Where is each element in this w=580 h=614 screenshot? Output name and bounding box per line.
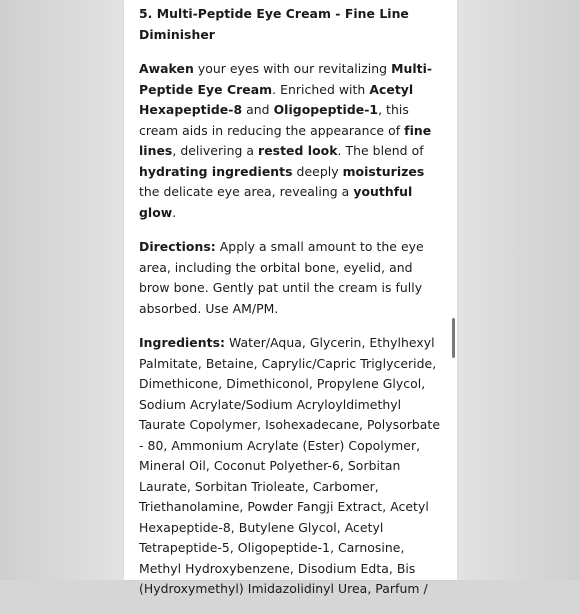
description-segment: Awaken [139, 61, 194, 76]
description-segment: and [242, 102, 274, 117]
ingredients-label: Ingredients: [139, 335, 226, 350]
directions-label: Directions: [139, 239, 216, 254]
description-segment: your eyes with our revitalizing [193, 61, 392, 76]
directions-text: Apply a small amount to the eye area, including the orbital bone, eyelid, and brow bone. Gently pat until the cream is fully absorbed. Use AM/PM. [139, 239, 424, 316]
description-segment: hydrating ingredients [139, 163, 293, 179]
description-content [139, 4, 444, 614]
description-segment: , delivering a [172, 143, 259, 158]
description-segment: fine lines [139, 122, 432, 158]
description-segment: deeply [292, 163, 343, 179]
description-segment: youthful glow [139, 184, 413, 220]
scrollbar-thumb[interactable] [452, 318, 455, 358]
description-segment: . The blend of [337, 143, 424, 158]
description-segment: . Enriched with [272, 81, 370, 97]
product-title: 5. Multi-Peptide Eye Cream - Fine Line Diminisher [139, 6, 409, 42]
description-segment: , this cream aids in reducing the appearance of [139, 102, 409, 138]
description-segment: Oligopeptide-1 [273, 102, 379, 117]
description-segment: Acetyl Hexapeptide-8 [139, 81, 414, 117]
description-segment: Multi-Peptide Eye Cream [139, 61, 433, 97]
description-segment: the delicate eye area, revealing a [139, 184, 354, 199]
listing-description-panel [124, 0, 457, 596]
product-description [139, 59, 444, 223]
description-segment: . [172, 204, 177, 220]
description-segment: moisturizes [342, 163, 425, 179]
ingredients-text: Water/Aqua, Glycerin, Ethylhexyl Palmitate, Betaine, Caprylic/Capric Triglyceride, Dimethicone, Dimethiconol, Propylene Glycol, Sodium Acrylate/Sodium Acryloyldimethyl Taurate Copolymer, Isohexadecane, Polysorbate - 80, Ammonium Acrylate (Ester) Copolymer, Mineral Oil, Coconut Polyether-6, Sorbitan Laurate, Sorbitan Trioleate, Carbomer, Triethanolamine, Powder Fangji Extract, Acetyl Hexapeptide-8, Butylene Glycol, Acetyl Tetrapeptide-5, Oligopeptide-1, Carnosine, Methyl Hydroxybenzene, Disodium Edta, Bis (Hydroxymethyl) Imidazolidinyl Urea, Parfum / [139, 335, 441, 596]
directions-paragraph [139, 237, 444, 319]
description-segment: rested look [258, 143, 338, 158]
ingredients-paragraph [139, 333, 444, 600]
